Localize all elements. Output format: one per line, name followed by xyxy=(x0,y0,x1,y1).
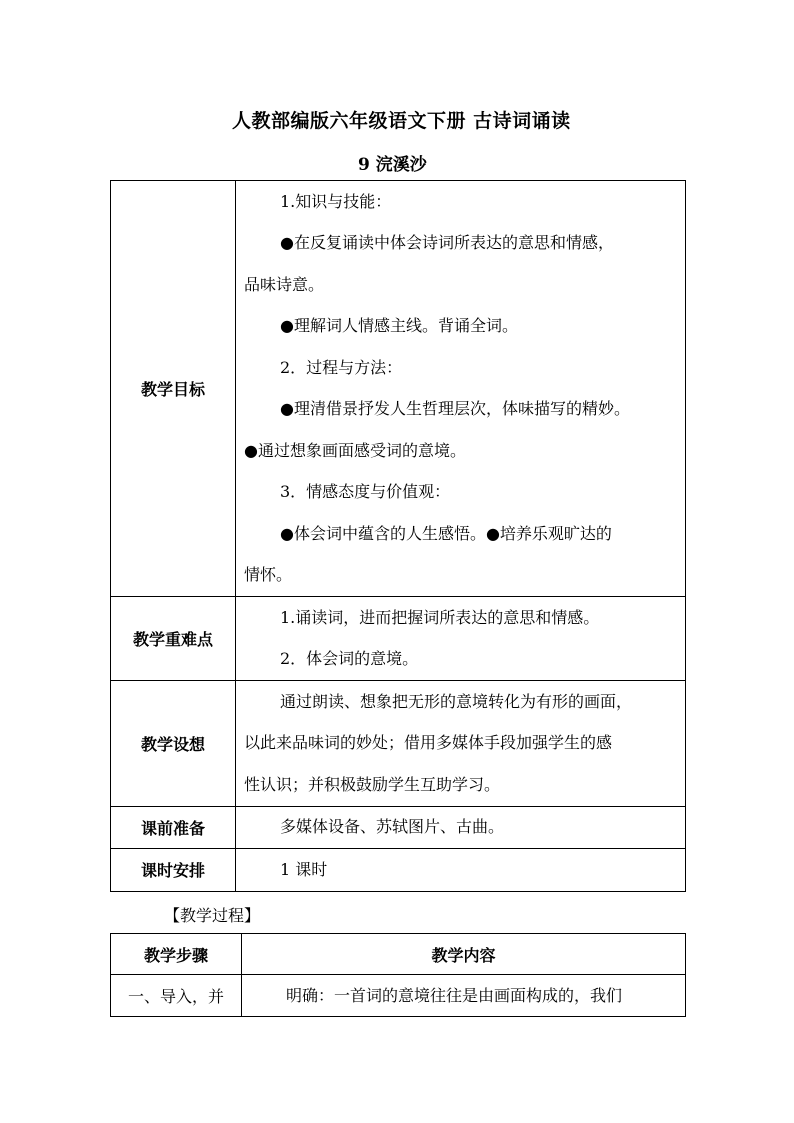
text-line: ●通过想象画面感受词的意境。 xyxy=(244,440,466,460)
text-line: ●在反复诵读中体会诗词所表达的意思和情感， xyxy=(280,233,614,253)
text-line: 多媒体设备、苏轼图片、古曲。 xyxy=(280,817,505,837)
text-line: ●理清借景抒发人生哲理层次，体味描写的精妙。 xyxy=(280,399,630,419)
text-line: 1.诵读词，进而把握词所表达的意思和情感。 xyxy=(280,607,600,627)
text-line: 1.知识与技能： xyxy=(280,191,392,211)
text-line: ●理解词人情感主线。背诵全词。 xyxy=(280,316,518,336)
row-label-preparation: 课前准备 xyxy=(111,806,236,849)
text-line: 通过朗读、想象把无形的意境转化为有形的画面， xyxy=(280,691,633,711)
row-label-schedule: 课时安排 xyxy=(111,849,236,892)
header-step: 教学步骤 xyxy=(111,934,242,975)
row-label-key-points: 教学重难点 xyxy=(111,597,236,681)
key-points-content xyxy=(236,597,686,681)
header-content: 教学内容 xyxy=(242,934,686,975)
text-line: 性认识；并积极鼓励学生互助学习。 xyxy=(244,774,501,794)
content-cell xyxy=(242,975,686,1017)
preparation-content xyxy=(236,806,686,849)
text-line: 情怀。 xyxy=(244,565,293,585)
lesson-info-table xyxy=(110,180,686,892)
text-line: 品味诗意。 xyxy=(244,274,325,294)
teaching-plan-content xyxy=(236,681,686,807)
table-row xyxy=(111,975,686,1017)
text-line: 2．体会词的意境。 xyxy=(280,649,419,669)
lesson-title: 9 浣溪沙 xyxy=(358,155,427,175)
table-row xyxy=(111,597,686,681)
text-line: 明确：一首词的意境往往是由画面构成的，我们 xyxy=(286,985,623,1005)
text-line: ●体会词中蕴含的人生感悟。●培养乐观旷达的 xyxy=(280,523,612,543)
table-row xyxy=(111,181,686,597)
text-line: 2．过程与方法： xyxy=(280,357,403,377)
page-title: 人教部编版六年级语文下册 古诗词诵读 xyxy=(232,110,571,132)
text-line: 3．情感态度与价值观： xyxy=(280,482,451,502)
row-label-teaching-plan: 教学设想 xyxy=(111,681,236,807)
table-row xyxy=(111,849,686,892)
text-line: 以此来品味词的妙处；借用多媒体手段加强学生的感 xyxy=(244,733,613,753)
schedule-content xyxy=(236,849,686,892)
table-row xyxy=(111,806,686,849)
objectives-content xyxy=(236,181,686,597)
process-table xyxy=(110,933,686,1017)
text-line: 1 课时 xyxy=(280,859,328,879)
table-header-row xyxy=(111,934,686,975)
row-label-objectives: 教学目标 xyxy=(111,181,236,597)
section-heading: 【教学过程】 xyxy=(164,906,261,925)
step-cell: 一、导入，并 xyxy=(111,975,242,1017)
table-row xyxy=(111,681,686,807)
